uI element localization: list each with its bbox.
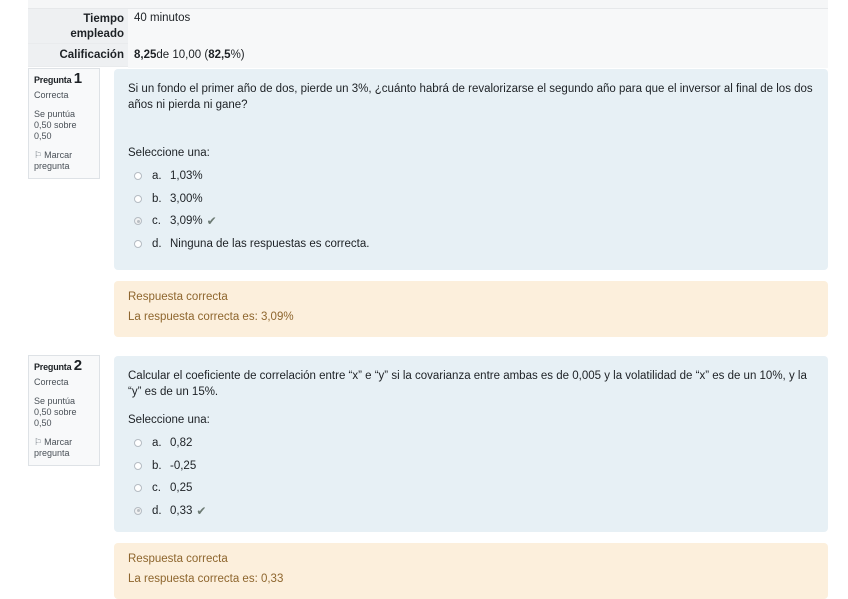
answer-text: 3,09% <box>170 215 203 228</box>
answer-option-a[interactable] <box>128 165 814 188</box>
answer-option-c[interactable] <box>128 477 814 500</box>
flag-question-label: Marcar pregunta <box>34 150 73 171</box>
flag-question-label: Marcar pregunta <box>34 437 73 458</box>
feedback-title: Respuesta correcta <box>128 291 228 303</box>
answer-letter: a. <box>152 170 162 183</box>
answer-text: 1,03% <box>170 170 203 183</box>
question-text: Si un fondo el primer año de dos, pierde un 3%, ¿cuánto habrá de revalorizarse el segundo año para que el inversor al final de los dos años ni pierda ni gane? <box>128 83 813 111</box>
radio-button[interactable] <box>134 172 142 180</box>
answer-option-a[interactable] <box>128 432 814 455</box>
radio-button[interactable] <box>134 195 142 203</box>
summary-row-grade <box>28 44 828 67</box>
answer-text: 0,25 <box>170 482 193 495</box>
radio-button[interactable] <box>134 439 142 447</box>
question-content-2 <box>114 356 828 532</box>
radio-button[interactable] <box>134 484 142 492</box>
answer-option-c[interactable] <box>128 210 814 233</box>
answer-text: Ninguna de las respuestas es correcta. <box>170 237 370 250</box>
attempt-summary-table <box>28 0 828 67</box>
answer-option-b[interactable] <box>128 455 814 478</box>
question-info-2 <box>28 355 100 466</box>
answer-prompt: Seleccione una: <box>128 147 210 159</box>
question-number-value: 1 <box>73 70 82 87</box>
feedback-correct-answer: La respuesta correcta es: 3,09% <box>128 311 294 323</box>
feedback-1 <box>114 281 828 337</box>
check-icon: ✔ <box>206 214 217 229</box>
radio-button[interactable] <box>134 240 142 248</box>
question-number-value: 2 <box>73 357 82 374</box>
check-icon: ✔ <box>196 503 207 518</box>
answer-letter: b. <box>152 459 162 472</box>
summary-grade-label: Calificación <box>28 44 128 66</box>
summary-row-time <box>28 9 828 44</box>
question-state: Correcta <box>34 90 69 100</box>
feedback-title: Respuesta correcta <box>128 553 228 565</box>
summary-time-value: 40 minutos <box>128 9 828 43</box>
question-grade: Se puntúa 0,50 sobre 0,50 <box>34 396 77 428</box>
grade-middle: de 10,00 ( <box>156 48 209 61</box>
answer-list <box>128 432 814 522</box>
answer-text: 0,82 <box>170 437 193 450</box>
answer-text: 0,33 <box>170 504 193 517</box>
grade-percent: 82,5 <box>208 48 231 61</box>
flag-icon: ⚐ <box>34 150 43 160</box>
radio-button-selected[interactable] <box>134 507 142 515</box>
question-info-1 <box>28 68 100 179</box>
question-state: Correcta <box>34 377 69 387</box>
answer-letter: d. <box>152 504 162 517</box>
answer-list <box>128 165 814 255</box>
answer-letter: a. <box>152 437 162 450</box>
answer-option-d[interactable] <box>128 233 814 256</box>
question-label: Pregunta <box>34 362 72 372</box>
flag-question-link[interactable] <box>34 437 94 459</box>
radio-button-selected[interactable] <box>134 217 142 225</box>
summary-top-strip <box>28 0 828 9</box>
question-grade: Se puntúa 0,50 sobre 0,50 <box>34 109 77 141</box>
answer-text: 3,00% <box>170 192 203 205</box>
answer-option-b[interactable] <box>128 188 814 211</box>
answer-letter: c. <box>152 215 161 228</box>
summary-time-label: Tiempo empleado <box>28 9 128 43</box>
answer-prompt: Seleccione una: <box>128 414 210 426</box>
question-label: Pregunta <box>34 75 72 85</box>
summary-grade-value <box>128 42 828 68</box>
flag-icon: ⚐ <box>34 437 43 447</box>
question-text: Calcular el coeficiente de correlación entre “x” e “y” si la covarianza entre ambas es de 0,005 y la volatilidad de “x” es de un 10%, y la “y” es de un 15%. <box>128 370 807 398</box>
feedback-correct-answer: La respuesta correcta es: 0,33 <box>128 573 284 585</box>
question-content-1 <box>114 69 828 270</box>
answer-letter: c. <box>152 482 161 495</box>
answer-text: -0,25 <box>170 459 197 472</box>
question-number <box>34 70 94 87</box>
answer-option-d[interactable] <box>128 500 814 523</box>
answer-letter: d. <box>152 237 162 250</box>
answer-letter: b. <box>152 192 162 205</box>
grade-score: 8,25 <box>134 48 157 61</box>
feedback-2 <box>114 543 828 599</box>
radio-button[interactable] <box>134 462 142 470</box>
grade-end: %) <box>230 48 245 61</box>
question-number <box>34 357 94 374</box>
flag-question-link[interactable] <box>34 150 94 172</box>
